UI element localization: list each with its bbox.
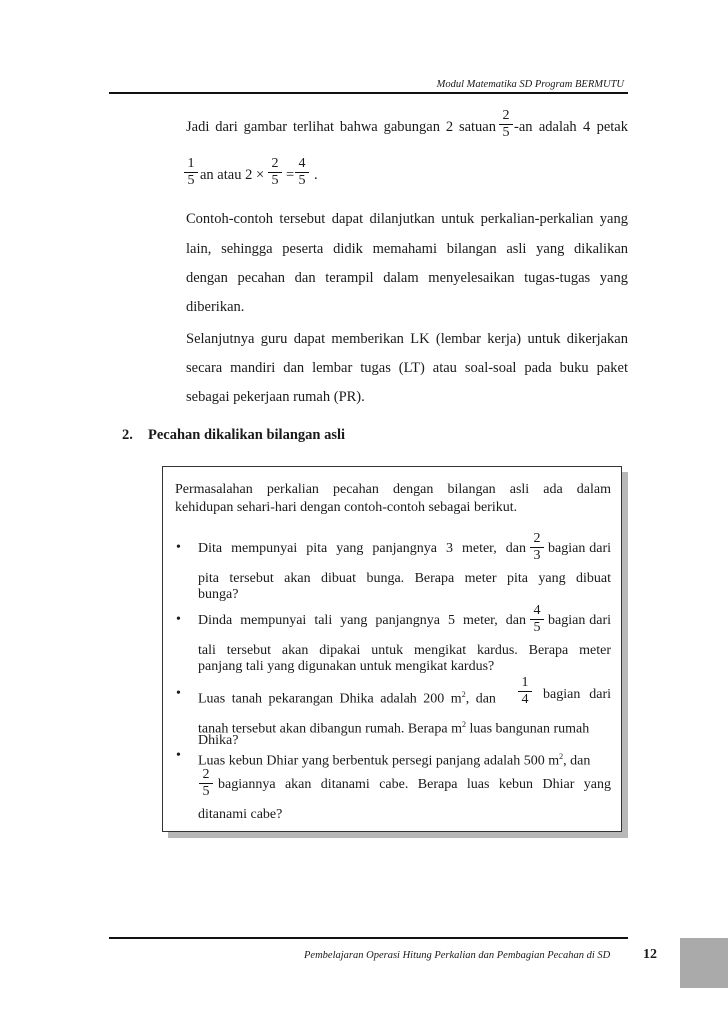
item2-line1-b: bagian dari (548, 613, 611, 628)
item4-line2: bagiannya akan ditanami cabe. Berapa luas kebun Dhiar yang (218, 777, 611, 792)
intro-line1-a: Jadi dari gambar terlihat bahwa gabungan 2 satuan (186, 119, 496, 135)
equals-sign: = (286, 167, 295, 183)
para1-line3: dengan pecahan dan terampil dalam menyelesaikan tugas-tugas yang (186, 270, 628, 286)
fraction-2-5: 2 5 (499, 109, 513, 140)
para1-line1: Contoh-contoh tersebut dapat dilanjutkan untuk perkalian-perkalian yang (186, 211, 628, 227)
item3-line3: Dhika? (198, 733, 239, 748)
item2-line2: tali tersebut akan dipakai untuk mengikat kardus. Berapa meter (198, 643, 611, 658)
item1-line2: pita tersebut akan dibuat bunga. Berapa meter pita yang dibuat (198, 571, 611, 586)
para1-line2: lain, sehingga peserta didik memahami bilangan asli yang dikalikan (186, 241, 628, 257)
item2-line1-a: Dinda mempunyai tali yang panjangnya 5 meter, dan (198, 613, 526, 628)
item2-line3: panjang tali yang digunakan untuk mengikat kardus? (198, 659, 495, 674)
item1-fraction: 2 3 (530, 532, 544, 563)
running-header: Modul Matematika SD Program BERMUTU (436, 79, 624, 90)
para2-line2: secara mandiri dan lembar tugas (LT) atau soal-soal pada buku paket (186, 360, 628, 376)
box-intro-line1: Permasalahan perkalian pecahan dengan bilangan asli ada dalam (175, 482, 611, 497)
para2-line3: sebagai pekerjaan rumah (PR). (186, 389, 365, 405)
item4-line3: ditanami cabe? (198, 807, 283, 822)
bullet-2: • (176, 612, 181, 627)
item3-line1-a: Luas tanah pekarangan Dhika adalah 200 $m^2$, dan (198, 690, 496, 707)
fraction-1-5: 1 5 (184, 157, 198, 188)
item3-line2: tanah tersebut akan dibangun rumah. Berapa $m^2$ luas bangunan rumah (198, 720, 590, 737)
intro-line2-end: . (314, 167, 318, 183)
item3-fraction: 1 4 (518, 676, 532, 707)
item3-line1-b: bagian dari (543, 687, 611, 702)
intro-line1-b: -an adalah 4 petak (514, 119, 628, 135)
bullet-3: • (176, 686, 181, 701)
bullet-4: • (176, 748, 181, 763)
fraction-2-5-b: 2 5 (268, 157, 282, 188)
box-intro-line2: kehidupan sehari-hari dengan contoh-contoh sebagai berikut. (175, 500, 518, 515)
item4-line1: Luas kebun Dhiar yang berbentuk persegi panjang adalah 500 $m^2$, dan (198, 752, 591, 769)
section-title: Pecahan dikalikan bilangan asli (148, 427, 346, 443)
page-number: 12 (643, 947, 657, 962)
page-tab-marker (680, 938, 728, 988)
running-footer: Pembelajaran Operasi Hitung Perkalian dan Pembagian Pecahan di SD (304, 950, 611, 961)
item1-line3: bunga? (198, 587, 239, 602)
item1-line1-b: bagian dari (548, 541, 611, 556)
intro-line2-a: an atau 2 × (200, 167, 265, 183)
item2-fraction: 4 5 (530, 604, 544, 635)
item4-fraction: 2 5 (199, 768, 213, 799)
header-rule (109, 92, 628, 94)
para1-line4: diberikan. (186, 299, 245, 315)
item1-line1-a: Dita mempunyai pita yang panjangnya 3 meter, dan (198, 541, 526, 556)
section-number: 2. (122, 427, 133, 443)
fraction-4-5: 4 5 (295, 157, 309, 188)
footer-rule (109, 937, 628, 939)
para2-line1: Selanjutnya guru dapat memberikan LK (lembar kerja) untuk dikerjakan (186, 331, 628, 347)
bullet-1: • (176, 540, 181, 555)
